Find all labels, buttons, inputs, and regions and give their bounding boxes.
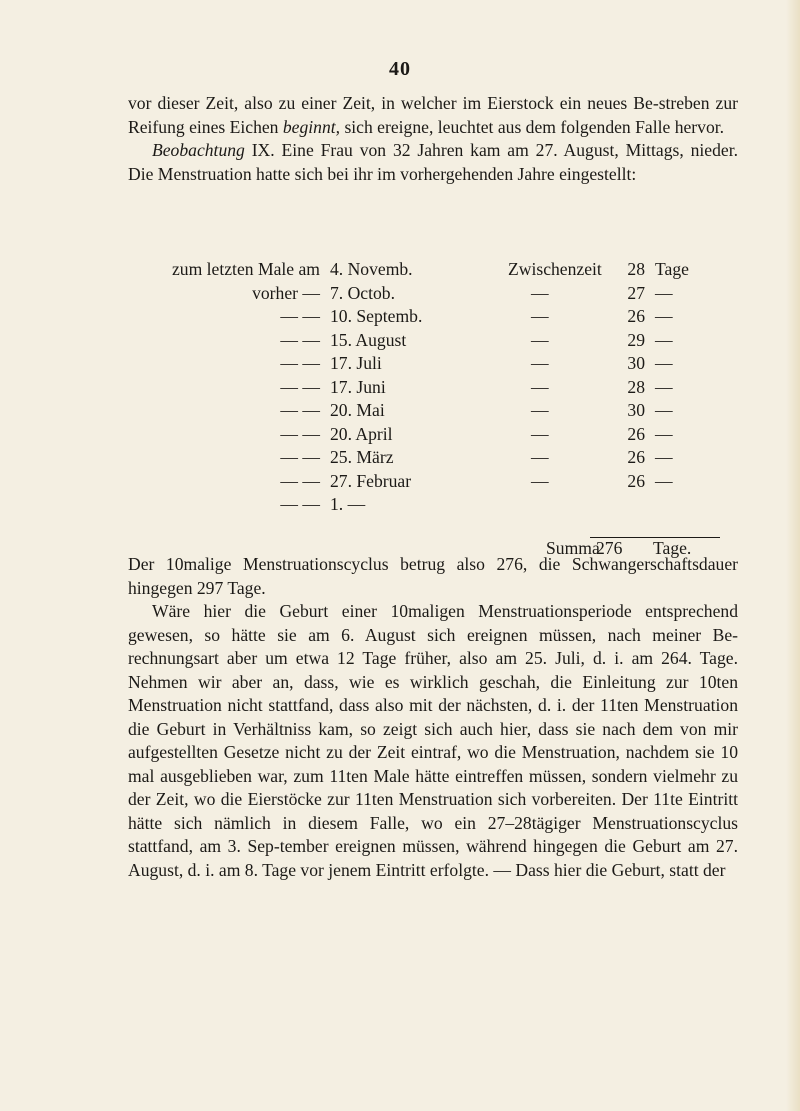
- chronology-row: [150, 352, 710, 376]
- row-days: 29: [627, 329, 645, 350]
- body-paragraph-1: Der 10malige Menstruationscyclus betrug also 276, die Schwangerschaftsdauer hingegen 297 Tage.: [128, 554, 738, 598]
- row-dash: —: [531, 400, 549, 420]
- summary-value: 276: [596, 538, 623, 558]
- row-date: 17. Juli: [330, 353, 382, 373]
- row-prefix: — —: [280, 494, 320, 514]
- row-date: 1. —: [330, 494, 366, 514]
- row-prefix: — —: [280, 376, 320, 397]
- row-unit: Tage: [655, 259, 689, 279]
- chronology-row: [150, 399, 710, 423]
- row-days: 26: [627, 447, 645, 467]
- chronology-row: [150, 446, 710, 470]
- row-date: 27. Februar: [330, 470, 412, 491]
- row-date: 7. Octob.: [330, 282, 395, 303]
- row-date: 20. April: [330, 423, 393, 444]
- row-days: 30: [627, 400, 645, 420]
- row-dash: —: [531, 353, 549, 373]
- summary-unit: Tage.: [653, 538, 692, 558]
- intro-paragraph: [128, 92, 738, 139]
- chronology-row: [150, 376, 710, 400]
- row-unit: —: [655, 329, 673, 350]
- row-unit: —: [655, 376, 673, 397]
- row-unit: —: [655, 470, 673, 491]
- row-days: 30: [627, 353, 645, 373]
- row-date: 10. Septemb.: [330, 306, 423, 326]
- chronology-row: [150, 470, 710, 494]
- intro-text-start: vor dieser Zeit, also zu einer Zeit, in welcher im Eierstock ein neues Be-streben zur Reifung eines Eichen: [128, 93, 738, 137]
- row-date: 4. Novemb.: [330, 259, 413, 279]
- observation-paragraph: [128, 139, 738, 186]
- row-prefix: — —: [280, 447, 320, 467]
- row-prefix: zum letzten Male am: [171, 259, 320, 279]
- row-days: 26: [627, 306, 645, 326]
- chronology-row: [150, 493, 710, 517]
- observation-heading: Beobachtung: [152, 140, 245, 160]
- menstruation-chronology-table: [150, 258, 710, 517]
- row-date: 15. August: [330, 329, 407, 350]
- row-prefix: — —: [280, 329, 320, 350]
- row-dash: —: [531, 470, 549, 491]
- row-prefix: — —: [280, 353, 320, 373]
- intro-text-end: sich ereigne, leuchtet aus dem folgenden Falle hervor.: [340, 116, 725, 137]
- row-dash: —: [531, 376, 549, 397]
- row-dash: —: [531, 329, 549, 350]
- body-text: [128, 553, 738, 882]
- row-unit: —: [655, 400, 673, 420]
- chronology-row: [150, 305, 710, 329]
- row-prefix: vorher —: [252, 282, 320, 303]
- row-prefix: — —: [280, 423, 320, 444]
- chronology-row: [150, 258, 710, 282]
- row-unit: —: [655, 306, 673, 326]
- row-prefix: — —: [280, 306, 320, 326]
- page-number: 40: [389, 58, 411, 80]
- row-date: 17. Juni: [330, 376, 386, 397]
- page-edge-shadow: [786, 0, 800, 1111]
- chronology-row: [150, 282, 710, 306]
- intro-text: [128, 92, 738, 186]
- row-days: 28: [627, 376, 645, 397]
- row-days: 28: [627, 259, 645, 279]
- chronology-row: [150, 423, 710, 447]
- row-unit: —: [655, 353, 673, 373]
- chronology-row: [150, 329, 710, 353]
- row-prefix: — —: [280, 400, 320, 420]
- emphasis-beginnt: beginnt,: [282, 116, 341, 137]
- row-days: 26: [627, 423, 645, 444]
- row-unit: —: [655, 447, 673, 467]
- row-dash: —: [531, 447, 549, 467]
- row-prefix: — —: [280, 470, 320, 491]
- body-paragraph-2: Wäre hier die Geburt einer 10maligen Menstruationsperiode entsprechend gewesen, so hätte sie am 6. August sich ereignen müssen, nach meiner Be-rechnungsart aber um etwa 12 Tage früher, also am 25. Juli, d. i. am 264. Tage. Nehmen wir aber an, dass, wie es wirklich geschah, die Einleitung zur 10ten Menstruation nicht stattfand, dass also mit der nächsten, d. i. der 11ten Menstruation die Geburt in Verhältniss kam, so zeigt sich auch hier, dass sie nach dem von mir aufgestellten Gesetze nicht zu der Zeit eintraf, wo die Menstruation, nachdem sie 10 mal ausgeblieben war, zum 11ten Male hätte eintreffen müssen, sondern vielmehr zu der Zeit, wo die Eierstöcke zur 11ten Menstruation sich vorbereiten. Der 11te Eintritt hätte sich nämlich in diesem Falle, wo ein 27–28tägiger Menstruationscyclus stattfand, am 3. Sep-tember ereignen müssen, während hingegen die Geburt am 27. August, d. i. am 8. Tage vor jenem Eintritt erfolgte. — Dass hier die Geburt, statt der: [128, 601, 738, 880]
- row-unit: —: [655, 423, 673, 444]
- observation-text: IX. Eine Frau von 32 Jahren kam am 27. August, Mittags, nieder. Die Menstruation hatte sich bei ihr im vorhergehenden Jahre eingestellt:: [128, 140, 738, 184]
- row-dash: —: [531, 282, 549, 303]
- row-dash: —: [531, 306, 549, 326]
- row-days: 27: [627, 282, 645, 303]
- row-dash: —: [531, 423, 549, 444]
- summary-label: Summa: [546, 538, 600, 558]
- row-unit: —: [655, 282, 673, 303]
- row-date: 25. März: [330, 447, 394, 467]
- row-interval-label: Zwischenzeit: [508, 259, 602, 279]
- row-days: 26: [627, 470, 645, 491]
- row-date: 20. Mai: [330, 400, 385, 420]
